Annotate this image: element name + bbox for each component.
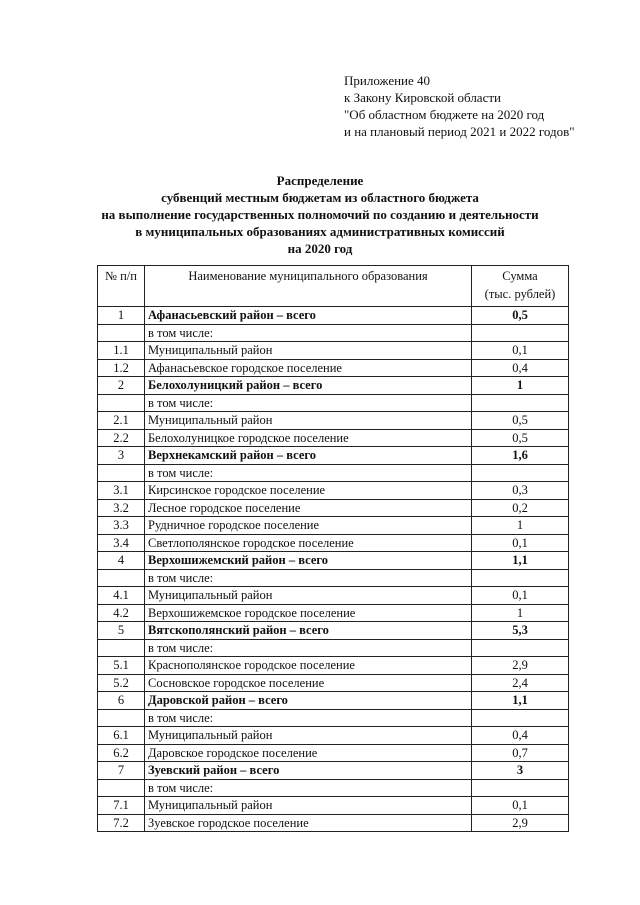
row-name: Муниципальный район (145, 342, 472, 360)
row-name: Верхошижемское городское поселение (145, 604, 472, 622)
row-sum: 1,6 (472, 447, 569, 465)
table-row (98, 342, 569, 360)
header-sum-line-1: Сумма (502, 269, 538, 283)
row-sum: 1 (472, 604, 569, 622)
table-row (98, 569, 569, 587)
table-row (98, 377, 569, 395)
row-sum: 0,4 (472, 727, 569, 745)
header-name: Наименование муниципального образования (145, 266, 472, 307)
row-number (98, 569, 145, 587)
annex-line-3: "Об областном бюджете на 2020 год (344, 107, 545, 122)
row-number: 2.1 (98, 412, 145, 430)
row-sum (472, 324, 569, 342)
table-row (98, 307, 569, 325)
table-header-row (98, 266, 569, 307)
row-number: 1 (98, 307, 145, 325)
distribution-table (97, 265, 569, 832)
table-row (98, 587, 569, 605)
row-number (98, 709, 145, 727)
row-name: Верхошижемский район – всего (145, 552, 472, 570)
row-name: Лесное городское поселение (145, 499, 472, 517)
row-sum: 2,4 (472, 674, 569, 692)
row-sum (472, 709, 569, 727)
row-name: в том числе: (145, 394, 472, 412)
row-sum (472, 569, 569, 587)
table-row (98, 359, 569, 377)
row-number: 1.2 (98, 359, 145, 377)
row-sum: 0,3 (472, 482, 569, 500)
row-number (98, 464, 145, 482)
table-row (98, 552, 569, 570)
row-number (98, 639, 145, 657)
row-number: 3.3 (98, 517, 145, 535)
row-name: Верхнекамский район – всего (145, 447, 472, 465)
row-number: 2.2 (98, 429, 145, 447)
row-sum: 2,9 (472, 657, 569, 675)
row-name: Краснополянское городское поселение (145, 657, 472, 675)
row-sum: 1 (472, 517, 569, 535)
row-name: Вятскополянский район – всего (145, 622, 472, 640)
row-number: 3 (98, 447, 145, 465)
table-row (98, 622, 569, 640)
row-number: 6.2 (98, 744, 145, 762)
annex-header (344, 72, 634, 140)
row-number: 6 (98, 692, 145, 710)
row-name: Муниципальный район (145, 797, 472, 815)
title-line-1: Распределение (276, 173, 364, 188)
row-name: в том числе: (145, 464, 472, 482)
table-row (98, 499, 569, 517)
row-name: Даровское городское поселение (145, 744, 472, 762)
row-number: 4.1 (98, 587, 145, 605)
title-line-3: на выполнение государственных полномочий по созданию и деятельности (101, 207, 539, 222)
row-sum: 2,9 (472, 814, 569, 832)
row-number: 3.2 (98, 499, 145, 517)
document-title (60, 172, 580, 257)
row-sum: 0,4 (472, 359, 569, 377)
row-name: в том числе: (145, 639, 472, 657)
row-number: 3.1 (98, 482, 145, 500)
row-sum (472, 394, 569, 412)
table-row (98, 429, 569, 447)
row-sum: 0,5 (472, 412, 569, 430)
row-sum: 0,1 (472, 797, 569, 815)
row-name: в том числе: (145, 779, 472, 797)
annex-line-2: к Закону Кировской области (344, 90, 501, 105)
row-name: Муниципальный район (145, 587, 472, 605)
row-name: в том числе: (145, 324, 472, 342)
row-number: 5.1 (98, 657, 145, 675)
row-sum: 0,1 (472, 534, 569, 552)
annex-line-4: и на плановый период 2021 и 2022 годов" (344, 124, 575, 139)
row-name: в том числе: (145, 569, 472, 587)
row-number (98, 779, 145, 797)
title-line-5: на 2020 год (287, 241, 353, 256)
row-sum: 1 (472, 377, 569, 395)
row-number: 5 (98, 622, 145, 640)
row-sum (472, 464, 569, 482)
table-row (98, 797, 569, 815)
row-number (98, 394, 145, 412)
table-row (98, 657, 569, 675)
row-name: Муниципальный район (145, 412, 472, 430)
row-sum: 0,5 (472, 429, 569, 447)
row-name: Кирсинское городское поселение (145, 482, 472, 500)
row-sum: 0,7 (472, 744, 569, 762)
table-row (98, 762, 569, 780)
row-number (98, 324, 145, 342)
table-row (98, 709, 569, 727)
row-name: Даровской район – всего (145, 692, 472, 710)
row-sum: 1,1 (472, 692, 569, 710)
row-number: 3.4 (98, 534, 145, 552)
row-number: 4.2 (98, 604, 145, 622)
table-row (98, 692, 569, 710)
row-sum (472, 779, 569, 797)
table-row (98, 779, 569, 797)
table-row (98, 482, 569, 500)
header-sum (472, 266, 569, 307)
row-name: Светлополянское городское поселение (145, 534, 472, 552)
row-sum: 3 (472, 762, 569, 780)
table-row (98, 604, 569, 622)
row-name: в том числе: (145, 709, 472, 727)
table-row (98, 517, 569, 535)
header-num: № п/п (98, 266, 145, 307)
table-row (98, 534, 569, 552)
row-name: Зуевское городское поселение (145, 814, 472, 832)
row-number: 6.1 (98, 727, 145, 745)
row-name: Сосновское городское поселение (145, 674, 472, 692)
header-sum-line-2: (тыс. рублей) (484, 287, 556, 301)
table-row (98, 674, 569, 692)
row-number: 5.2 (98, 674, 145, 692)
row-sum (472, 639, 569, 657)
table-row (98, 447, 569, 465)
row-name: Белохолуницкое городское поселение (145, 429, 472, 447)
row-number: 7.2 (98, 814, 145, 832)
table-row (98, 744, 569, 762)
table-row (98, 394, 569, 412)
row-name: Зуевский район – всего (145, 762, 472, 780)
table-row (98, 464, 569, 482)
row-number: 1.1 (98, 342, 145, 360)
row-name: Муниципальный район (145, 727, 472, 745)
row-sum: 5,3 (472, 622, 569, 640)
row-sum: 0,1 (472, 587, 569, 605)
row-sum: 0,1 (472, 342, 569, 360)
annex-line-1: Приложение 40 (344, 73, 431, 88)
row-number: 7 (98, 762, 145, 780)
row-number: 7.1 (98, 797, 145, 815)
table-row (98, 324, 569, 342)
row-name: Рудничное городское поселение (145, 517, 472, 535)
row-name: Афанасьевское городское поселение (145, 359, 472, 377)
table-row (98, 412, 569, 430)
table-body (98, 307, 569, 832)
row-sum: 0,2 (472, 499, 569, 517)
table-row (98, 639, 569, 657)
title-line-4: в муниципальных образованиях административных комиссий (135, 224, 505, 239)
row-sum: 1,1 (472, 552, 569, 570)
table-row (98, 814, 569, 832)
table-row (98, 727, 569, 745)
row-number: 2 (98, 377, 145, 395)
row-number: 4 (98, 552, 145, 570)
title-line-2: субвенций местным бюджетам из областного бюджета (161, 190, 479, 205)
row-name: Белохолуницкий район – всего (145, 377, 472, 395)
row-sum: 0,5 (472, 307, 569, 325)
row-name: Афанасьевский район – всего (145, 307, 472, 325)
